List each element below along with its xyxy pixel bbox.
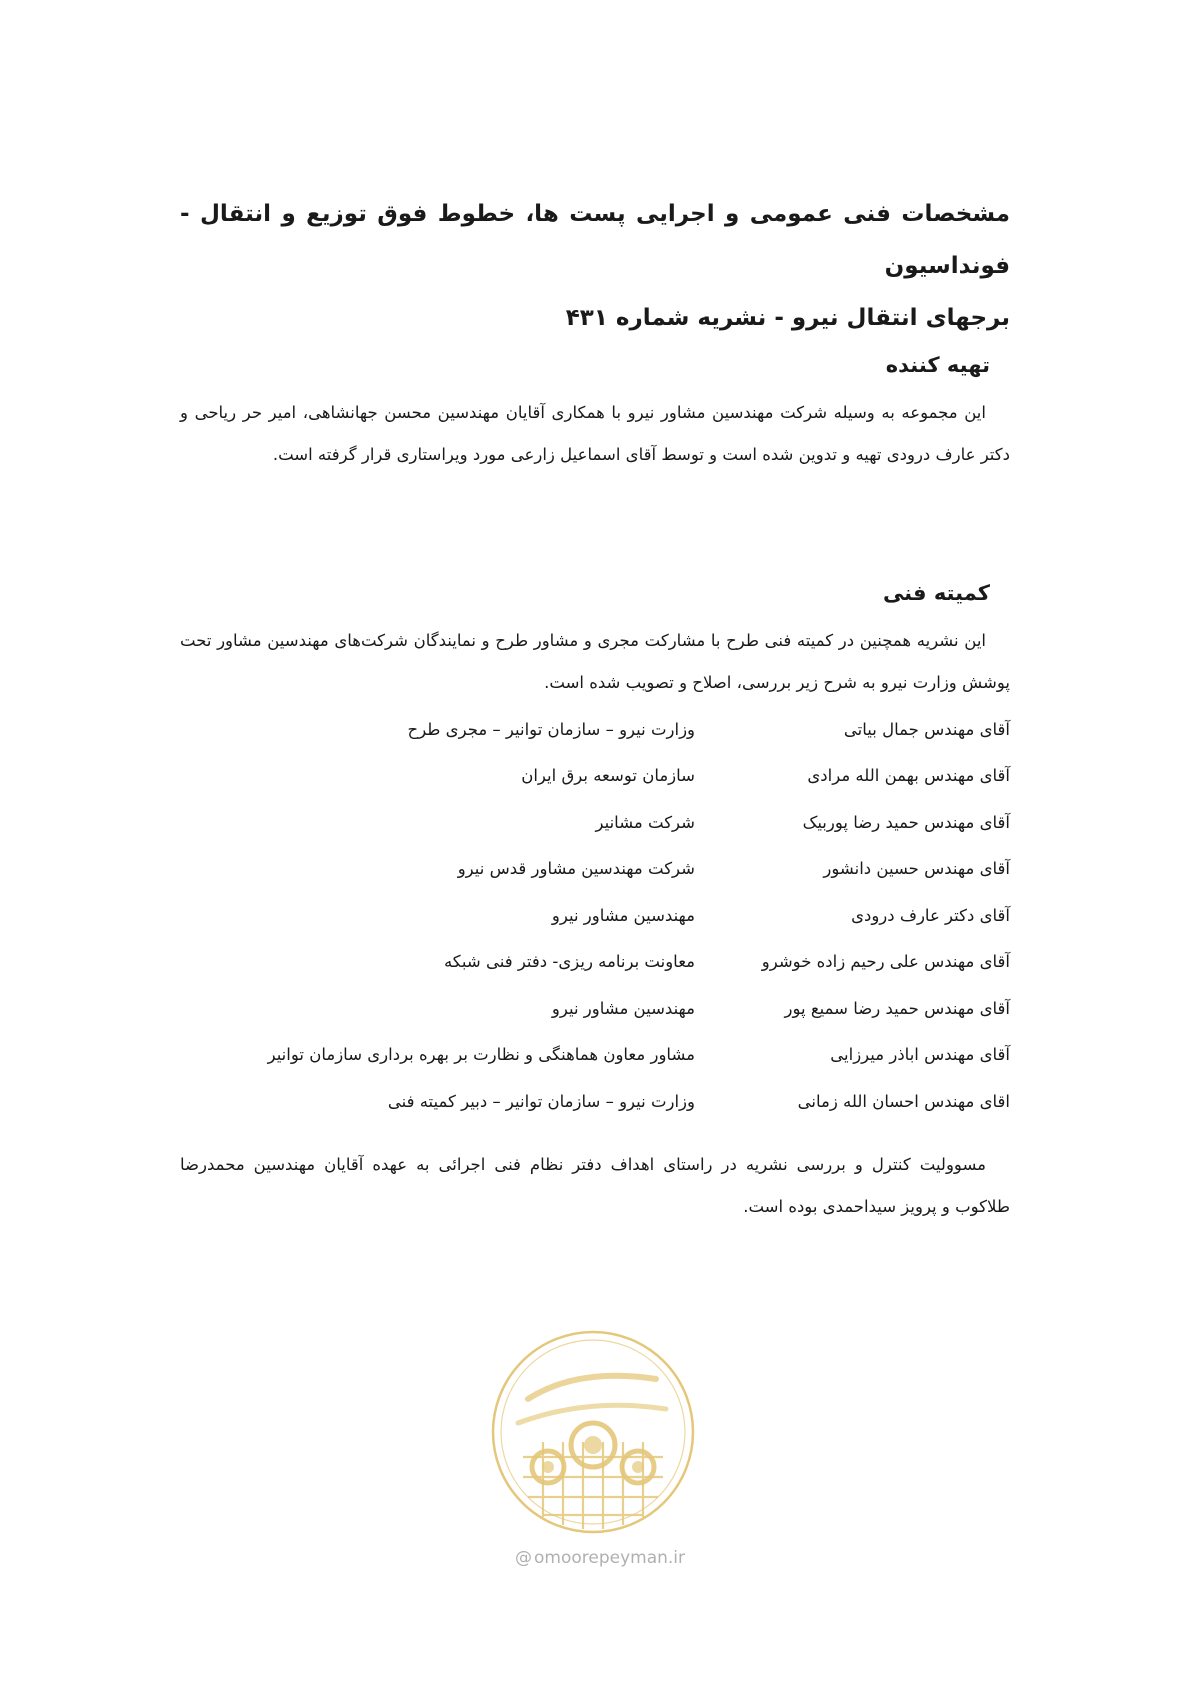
member-name: آقای دکتر عارف درودی	[851, 905, 1010, 925]
member-row	[180, 939, 1010, 986]
member-name: آقای مهندس حمید رضا پوربیک	[802, 812, 1010, 832]
member-name: اقای مهندس احسان الله زمانی	[797, 1091, 1010, 1111]
member-org: معاونت برنامه ریزی- دفتر فنی شبکه	[443, 952, 695, 972]
member-org: سازمان توسعه برق ایران	[521, 766, 695, 786]
member-row	[180, 985, 1010, 1032]
prepared-by-heading: تهیه کننده	[885, 353, 990, 377]
member-name: آقای مهندس جمال بیاتی	[843, 719, 1010, 739]
technical-committee-intro: این نشریه همچنین در کمیته فنی طرح با مشارکت مجری و مشاور طرح و نمایندگان شرکت‌های مهندسین مشاور تحت پوشش وزارت نیرو به شرح زیر بررسی، اصلاح و تصویب شده است.	[180, 631, 1010, 692]
title-line-2: برجهای انتقال نیرو - نشریه شماره ۴۳۱	[565, 305, 1010, 331]
member-name: آقای مهندس علی رحیم زاده خوشرو	[761, 952, 1010, 972]
member-name: آقای مهندس حمید رضا سمیع پور	[784, 998, 1010, 1018]
member-org: مهندسین مشاور نیرو	[551, 998, 695, 1018]
committee-member-list	[180, 706, 1010, 1125]
member-name: آقای مهندس بهمن الله مرادی	[807, 766, 1010, 786]
member-name: آقای مهندس حسین دانشور	[823, 859, 1010, 879]
watermark-url-text: omoorepeyman.ir	[533, 1548, 686, 1568]
technical-committee-heading: کمیته فنی	[882, 581, 990, 605]
member-org: مشاور معاون هماهنگی و نظارت بر بهره برداری سازمان توانیر	[267, 1045, 695, 1065]
document-title	[180, 188, 1010, 344]
member-row	[180, 1032, 1010, 1079]
member-org: مهندسین مشاور نیرو	[551, 905, 695, 925]
member-row	[180, 892, 1010, 939]
member-row	[180, 846, 1010, 893]
member-org: شرکت مهندسین مشاور قدس نیرو	[457, 859, 695, 879]
member-org: وزارت نیرو – سازمان توانیر – مجری طرح	[407, 719, 695, 739]
member-row	[180, 799, 1010, 846]
responsibility-paragraph: مسوولیت کنترل و بررسی نشریه در راستای اهداف دفتر نظام فنی اجرائی به عهده آقایان مهندسین محمدرضا طلاکوب و پرویز سیداحمدی بوده است.	[180, 1155, 1010, 1216]
watermark-logo	[488, 1327, 698, 1537]
member-name: آقای مهندس اباذر میرزایی	[830, 1045, 1010, 1065]
member-row	[180, 706, 1010, 753]
member-row	[180, 753, 1010, 800]
member-org: وزارت نیرو – سازمان توانیر – دبیر کمیته فنی	[387, 1091, 695, 1111]
watermark-url	[500, 1548, 700, 1568]
member-org: شرکت مشانیر	[595, 812, 695, 832]
prepared-by-paragraph: این مجموعه به وسیله شرکت مهندسین مشاور نیرو با همکاری آقایان مهندسین محسن جهانشاهی، امیر حر ریاحی و دکتر عارف درودی تهیه و تدوین شده است و توسط آقای اسماعیل زارعی مورد ویراستاری قرار گرفته است.	[180, 403, 1010, 464]
member-row	[180, 1078, 1010, 1125]
at-icon: @	[514, 1548, 532, 1568]
title-line-1: مشخصات فنی عمومی و اجرایی پست ها، خطوط فوق توزیع و انتقال - فونداسیون	[180, 201, 1010, 279]
